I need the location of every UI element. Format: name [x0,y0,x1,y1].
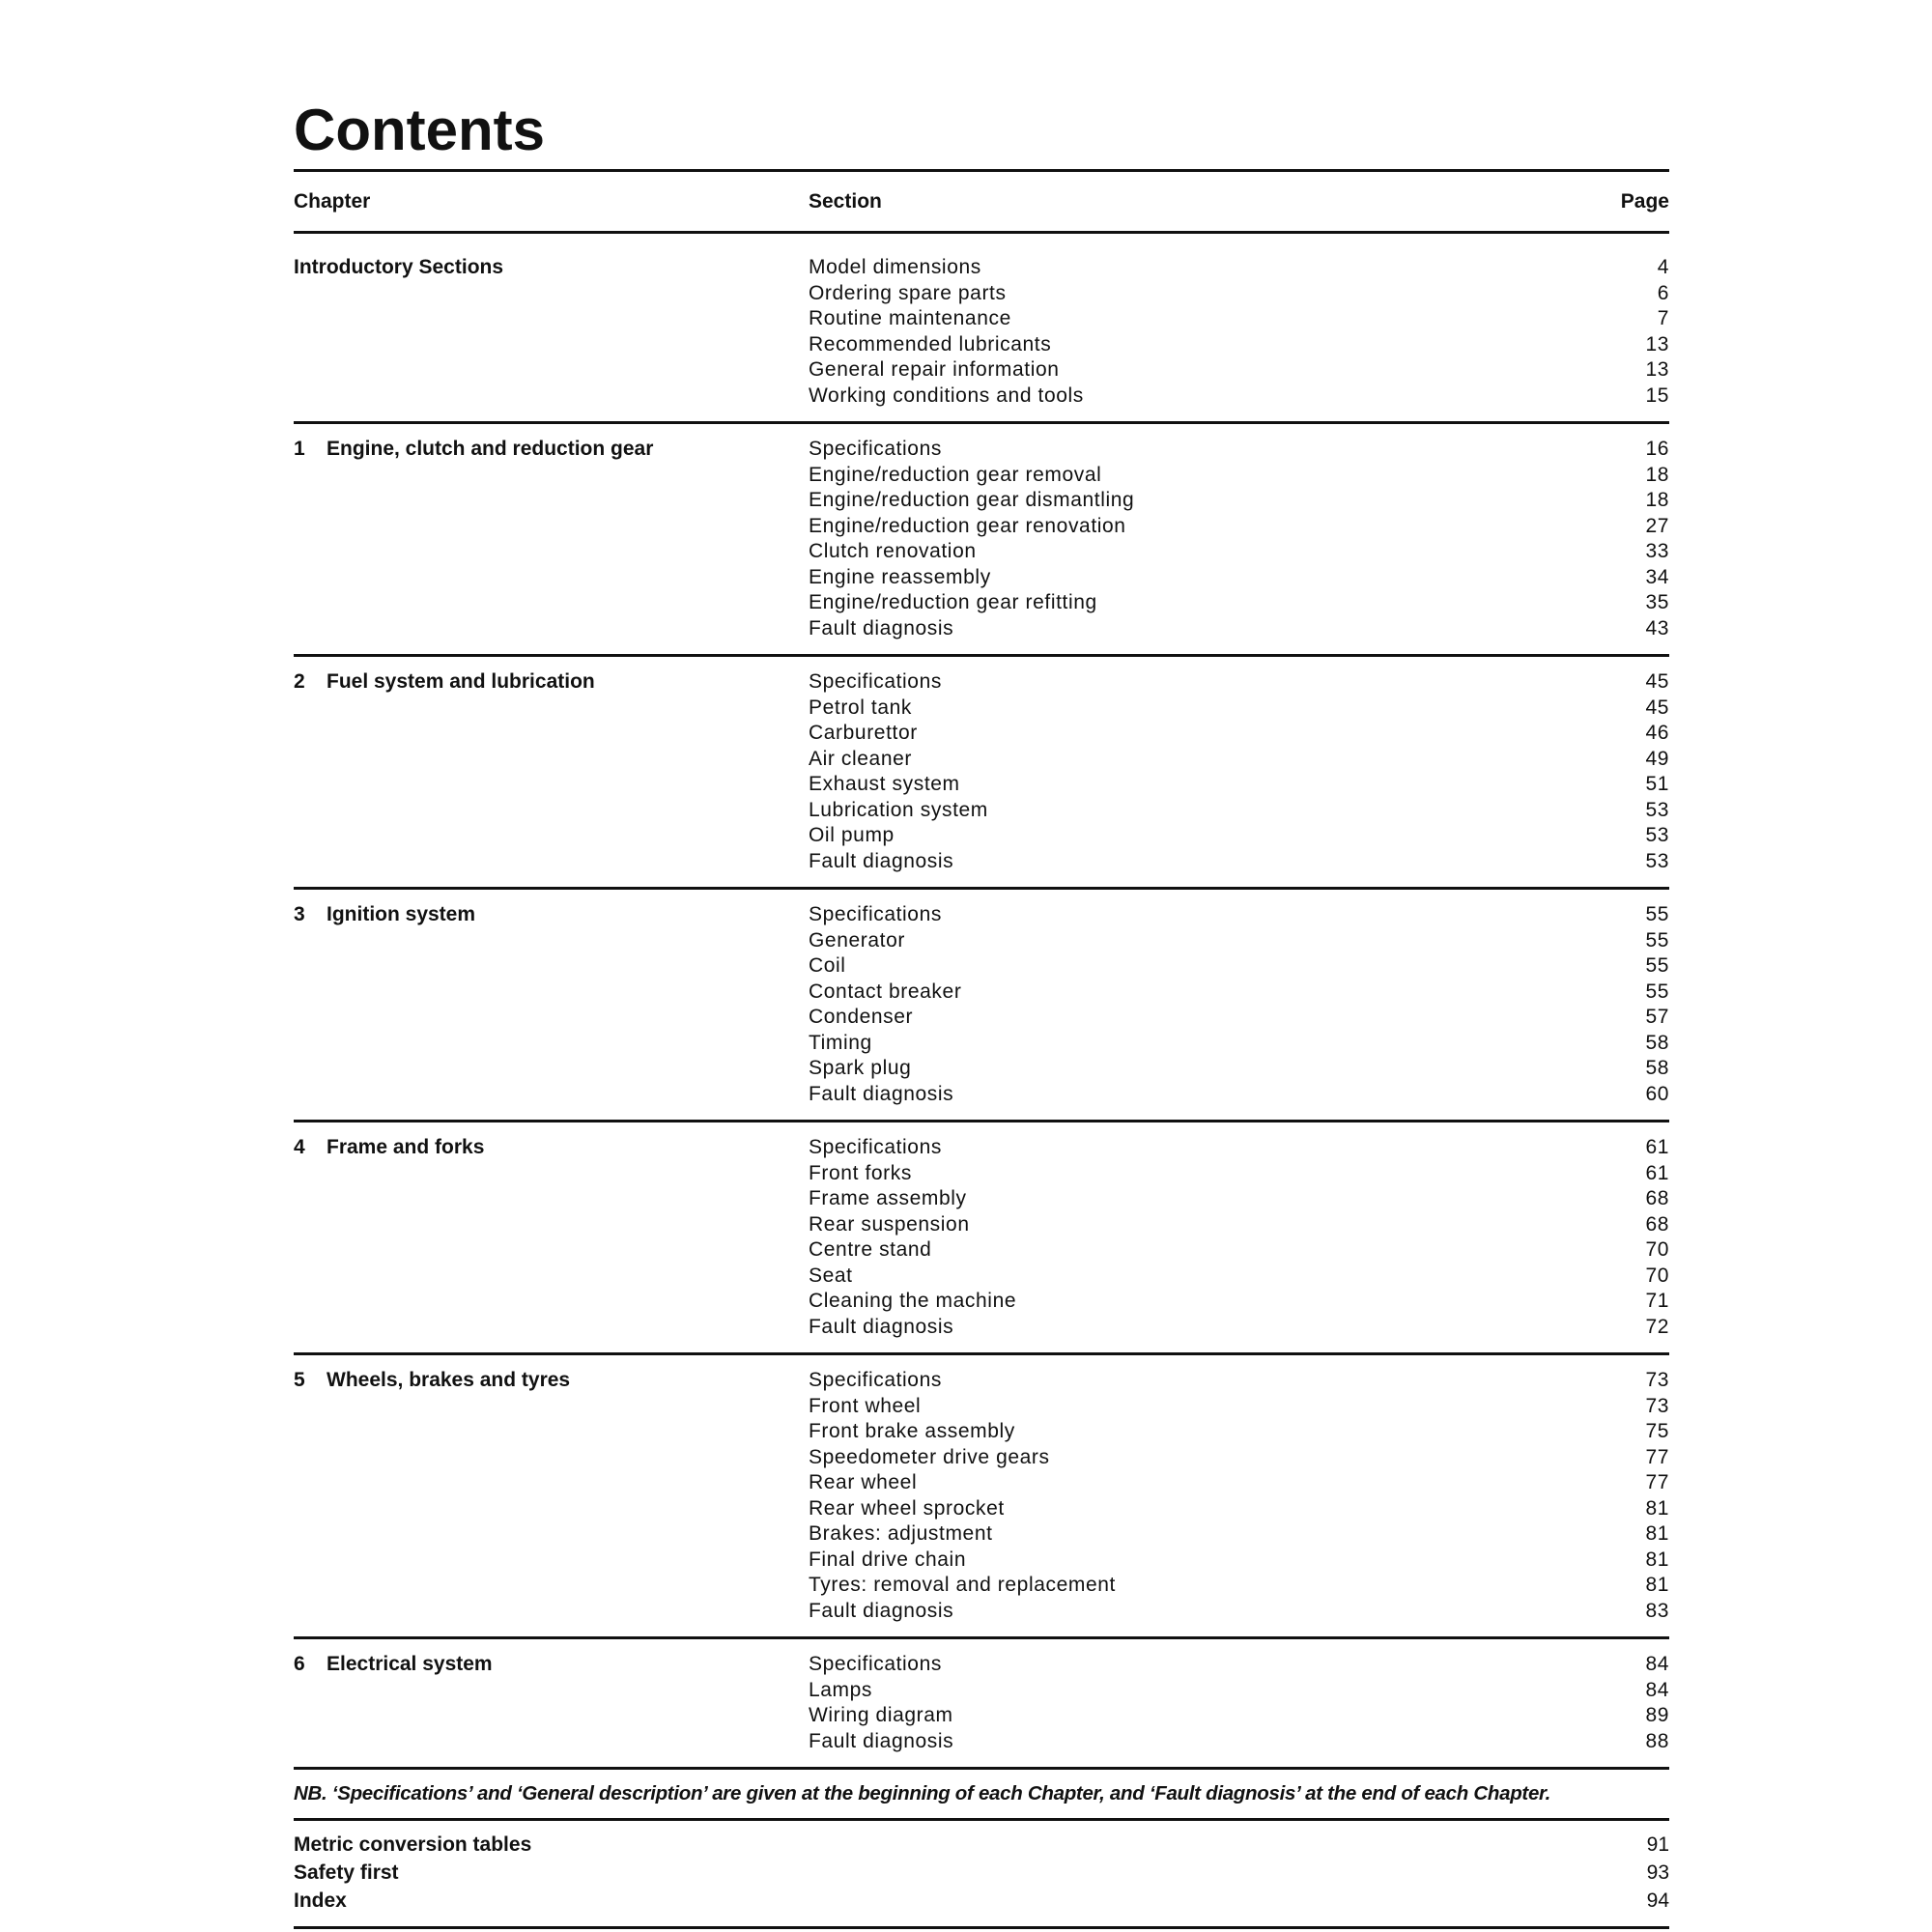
section-name: Engine/reduction gear dismantling [809,489,1135,511]
chapter-group [294,890,1669,1120]
section-name: Specifications [809,1136,942,1158]
page-header: Page [1620,189,1669,213]
section-name: Specifications [809,1653,942,1675]
chapter-group [294,1122,1669,1352]
page-number: 61 [1645,1136,1669,1158]
list-item[interactable] [809,1237,1669,1264]
page-number: 88 [1645,1729,1669,1752]
extra-name: Metric conversion tables [294,1833,532,1856]
section-name: Front brake assembly [809,1420,1015,1442]
list-item[interactable] [809,1315,1669,1341]
page-number: 46 [1645,722,1669,744]
list-item[interactable] [809,696,1669,722]
page-number: 43 [1645,616,1669,639]
contents-page [294,92,1669,1929]
page-number: 77 [1645,1445,1669,1468]
list-item[interactable] [809,1496,1669,1522]
page-number: 93 [1646,1861,1669,1884]
list-item[interactable] [809,281,1669,307]
section-name: Generator [809,928,905,952]
section-name: Tyres: removal and replacement [809,1574,1116,1596]
page-number: 89 [1645,1704,1669,1726]
section-name: Wiring diagram [809,1704,953,1726]
page-number: 49 [1645,747,1669,770]
page-number: 60 [1645,1082,1669,1105]
page-number: 18 [1645,489,1669,511]
section-name: Lamps [809,1678,873,1701]
page-number: 84 [1645,1653,1669,1675]
list-item[interactable] [809,1703,1669,1729]
page-number: 55 [1645,928,1669,952]
list-item[interactable] [809,488,1669,514]
chapter-number: 3 [294,903,305,925]
list-item[interactable] [809,255,1669,281]
page-number: 75 [1645,1420,1669,1442]
section-name: Centre stand [809,1238,932,1261]
list-item[interactable] [809,1445,1669,1471]
chapter-group [294,424,1669,654]
chapter-header: Chapter [294,189,371,213]
section-name: Frame assembly [809,1187,967,1209]
list-item[interactable] [809,1135,1669,1161]
page-number: 73 [1645,1394,1669,1417]
list-item[interactable] [809,1031,1669,1057]
section-name: Fault diagnosis [809,849,954,872]
page-number: 15 [1645,384,1669,407]
section-name: Timing [809,1031,872,1054]
page-number: 53 [1645,824,1669,846]
list-item[interactable] [809,463,1669,489]
section-name: Ordering spare parts [809,281,1007,304]
list-item[interactable] [809,1470,1669,1496]
list-item[interactable] [809,1419,1669,1445]
page-number: 91 [1646,1833,1669,1856]
page-number: 68 [1645,1212,1669,1236]
page-number: 83 [1645,1599,1669,1622]
list-item[interactable] [809,1652,1669,1678]
section-name: Clutch renovation [809,540,977,562]
list-item[interactable] [809,1212,1669,1238]
page-number: 58 [1645,1031,1669,1054]
page-number: 68 [1645,1187,1669,1209]
page-number: 71 [1645,1290,1669,1312]
chapter-name: Ignition system [327,903,476,925]
list-item[interactable] [809,1573,1669,1599]
section-name: Engine/reduction gear removal [809,463,1102,486]
list-item[interactable] [809,539,1669,565]
page-number: 35 [1645,591,1669,613]
chapter-title [294,255,809,409]
page-number: 18 [1645,463,1669,486]
page-number: 58 [1645,1057,1669,1079]
section-name: Rear wheel [809,1471,918,1493]
page-number: 55 [1645,980,1669,1003]
section-name: Contact breaker [809,980,962,1003]
section-name: Engine/reduction gear renovation [809,514,1126,537]
list-item[interactable] [809,953,1669,980]
divider [294,1926,1669,1929]
page-number: 81 [1645,1496,1669,1520]
list-item[interactable] [809,514,1669,540]
section-name: Front wheel [809,1394,922,1417]
chapter-name: Introductory Sections [294,256,504,278]
chapter-group [294,1639,1669,1767]
section-name: Fault diagnosis [809,1315,954,1338]
section-name: Specifications [809,1369,942,1391]
page-title: Contents [294,98,545,162]
section-name: Air cleaner [809,747,912,770]
section-name: Exhaust system [809,773,960,795]
chapter-number: 2 [294,670,305,693]
page-number: 55 [1645,903,1669,925]
chapter-name: Wheels, brakes and tyres [327,1369,571,1391]
section-name: Specifications [809,670,942,693]
list-item[interactable] [809,565,1669,591]
list-item[interactable] [809,1548,1669,1574]
chapter-group [294,234,1669,421]
chapter-group [294,657,1669,887]
list-item[interactable] [809,590,1669,616]
list-item[interactable] [809,1056,1669,1082]
list-item[interactable] [294,1831,1669,1859]
page-number: 81 [1645,1522,1669,1545]
list-item[interactable] [809,384,1669,410]
chapter-number: 6 [294,1653,305,1675]
page-number: 81 [1645,1574,1669,1596]
chapter-name: Engine, clutch and reduction gear [327,438,654,460]
note: NB. ‘Specifications’ and ‘General description’ are given at the beginning of each Chapter, and ‘Fault diagnosis’ at the end of each Chapter. [294,1782,1551,1804]
section-name: Fault diagnosis [809,1599,954,1622]
section-name: Recommended lubricants [809,332,1052,355]
list-item[interactable] [809,1599,1669,1625]
section-name: Oil pump [809,824,895,846]
page-number: 34 [1645,565,1669,588]
section-name: Engine/reduction gear refitting [809,591,1097,613]
page-number: 27 [1645,514,1669,537]
page-number: 51 [1645,773,1669,795]
page-number: 53 [1645,849,1669,872]
extra-name: Safety first [294,1861,399,1884]
section-name: Coil [809,954,846,977]
list-item[interactable] [809,1264,1669,1290]
page-number: 13 [1645,358,1669,381]
list-item[interactable] [809,823,1669,849]
list-item[interactable] [809,747,1669,773]
section-name: Rear suspension [809,1212,970,1236]
chapter-name: Electrical system [327,1653,493,1675]
list-item[interactable] [809,1729,1669,1755]
page-number: 73 [1645,1369,1669,1391]
page-number: 7 [1657,307,1669,329]
page-number: 72 [1645,1315,1669,1338]
section-name: Carburettor [809,722,918,744]
page-number: 57 [1645,1006,1669,1028]
section-name: Cleaning the machine [809,1290,1017,1312]
chapter-number: 1 [294,438,305,460]
chapter-title [294,1135,809,1340]
section-name: Lubrication system [809,798,988,821]
list-item[interactable] [809,721,1669,747]
chapter-title [294,1652,809,1754]
section-name: Condenser [809,1006,914,1028]
chapter-name: Fuel system and lubrication [327,670,595,693]
page-number: 70 [1645,1238,1669,1261]
chapter-number: 4 [294,1136,305,1158]
list-item[interactable] [809,1186,1669,1212]
chapter-group [294,1355,1669,1636]
section-name: Rear wheel sprocket [809,1496,1005,1520]
section-name: Speedometer drive gears [809,1445,1050,1468]
section-name: Routine maintenance [809,307,1011,329]
section-name: Specifications [809,903,942,925]
list-item[interactable] [809,1161,1669,1187]
page-number: 16 [1645,438,1669,460]
chapter-title [294,902,809,1107]
list-item[interactable] [809,1289,1669,1315]
section-name: Engine reassembly [809,565,991,588]
page-number: 33 [1645,540,1669,562]
chapter-title [294,437,809,641]
section-name: Fault diagnosis [809,616,954,639]
page-number: 84 [1645,1678,1669,1701]
page-number: 94 [1646,1889,1669,1912]
page-number: 13 [1645,332,1669,355]
page-number: 61 [1645,1161,1669,1184]
section-name: General repair information [809,358,1060,381]
list-item[interactable] [809,1394,1669,1420]
section-name: Fault diagnosis [809,1082,954,1105]
page-number: 45 [1645,696,1669,719]
section-name: Fault diagnosis [809,1729,954,1752]
list-item[interactable] [809,616,1669,642]
list-item[interactable] [809,849,1669,875]
section-header: Section [809,189,882,213]
section-name: Petrol tank [809,696,912,719]
list-item[interactable] [809,1521,1669,1548]
list-item[interactable] [809,669,1669,696]
page-number: 6 [1657,281,1669,304]
section-name: Working conditions and tools [809,384,1084,407]
section-name: Front forks [809,1161,912,1184]
page-number: 77 [1645,1471,1669,1493]
list-item[interactable] [809,332,1669,358]
page-number: 55 [1645,954,1669,977]
section-name: Spark plug [809,1057,912,1079]
list-item[interactable] [809,902,1669,928]
list-item[interactable] [809,798,1669,824]
list-item[interactable] [809,928,1669,954]
list-item[interactable] [294,1859,1669,1887]
page-number: 53 [1645,798,1669,821]
section-name: Specifications [809,438,942,460]
list-item[interactable] [294,1887,1669,1915]
section-name: Model dimensions [809,256,981,278]
list-item[interactable] [809,437,1669,463]
list-item[interactable] [809,306,1669,332]
list-item[interactable] [809,1082,1669,1108]
section-name: Seat [809,1264,853,1287]
list-item[interactable] [809,1005,1669,1031]
section-name: Final drive chain [809,1548,967,1571]
list-item[interactable] [809,357,1669,384]
list-item[interactable] [809,772,1669,798]
section-name: Brakes: adjustment [809,1522,993,1545]
list-item[interactable] [809,980,1669,1006]
table-header [294,172,1669,231]
page-number: 70 [1645,1264,1669,1287]
extra-name: Index [294,1889,347,1912]
chapter-title [294,669,809,874]
page-number: 81 [1645,1548,1669,1571]
page-number: 4 [1657,256,1669,278]
chapter-number: 5 [294,1369,305,1391]
chapter-title [294,1368,809,1624]
list-item[interactable] [809,1368,1669,1394]
page-number: 45 [1645,670,1669,693]
list-item[interactable] [809,1678,1669,1704]
chapter-name: Frame and forks [327,1136,485,1158]
